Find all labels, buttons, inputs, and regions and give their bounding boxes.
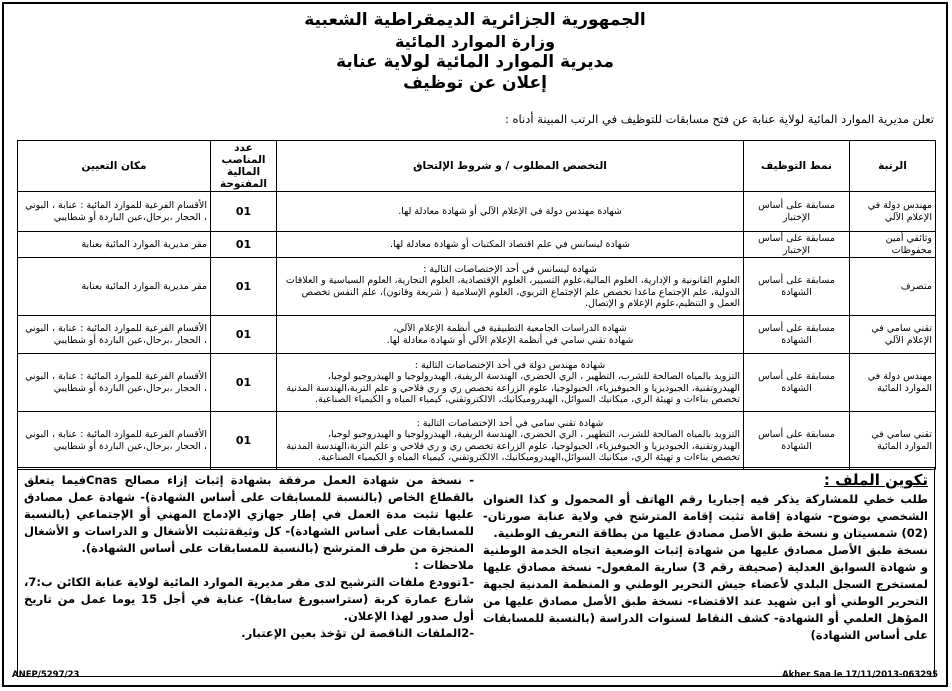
table-row xyxy=(18,192,936,232)
row-rank: مهندس دولة في الموارد المائية xyxy=(850,354,936,412)
header-place: مكان التعيين xyxy=(18,141,211,192)
spec-line: الجيوديزيا و الجيوفيزياء، الجيولوجيا، علوم الزراعة تخصص ري و ري فلاحي و علم التربة،الهندسة المدنية تخصص xyxy=(286,440,740,463)
row-spec xyxy=(277,232,744,258)
file-section xyxy=(17,467,935,677)
row-spec xyxy=(277,192,744,232)
row-rank: متصرف xyxy=(850,258,936,316)
spec-line: التزويد بالمياه الصالحة للشرب، التطهير ، الري الحضري، الهندسة الريفية، الهيدرولوجيا و الهيدروجيو لوجيا، الهيدروتقنية، xyxy=(327,371,740,394)
directorate-title: مديرية الموارد المائية لولاية عنابة xyxy=(336,52,614,72)
anep-reference: ANEP/5297/23 xyxy=(12,670,80,680)
header-spec: التخصص المطلوب / و شروط الإلتحاق xyxy=(277,141,744,192)
table-row xyxy=(18,316,936,354)
spec-line: شهادة ليسانس في علم اقتصاد المكتبات أو شهادة معادلة لها. xyxy=(390,238,630,250)
note-2: -2الملفات الناقصة لن تؤخذ بعين الإعتبار. xyxy=(241,626,474,640)
row-spec xyxy=(277,412,744,470)
row-spec xyxy=(277,316,744,354)
row-count: 01 xyxy=(211,412,277,470)
row-place: مقر مديرية الموارد المائية بعنابة xyxy=(18,232,211,258)
spec-line: الجيوديزيا و الجيوفيزياء، الجيولوجيا، علوم الزراعة تخصص ري و ري فلاحي و علم التربة،الهندسة المدنية تخصص xyxy=(286,382,740,405)
positions-table xyxy=(17,140,936,470)
spec-line: ( شريعة وقانون)، علم النفس تخصص العمل و التنظيم،علوم الإعلام و الإتصال. xyxy=(301,286,740,309)
row-place: الأقسام الفرعية للموارد المائية : عنابة ، البوني ، الحجار ،برحال،عين الباردة أو شطايبي xyxy=(18,316,211,354)
row-count: 01 xyxy=(211,354,277,412)
row-spec xyxy=(277,258,744,316)
file-paragraph-2: نسخة طبق الأصل مصادق عليها من شهادة إثبات الوضعية اتجاه الخدمة الوطنية و شهادة السوابق العدلية (صحيفة رقم 3) سارية المفعول- نسخة مصادق عليها لمستخرج السجل البلدي لأعضاء جيش التحرير الوطني و المنظمة المدنية لجبهة التحرير الوطني أو ابن شهيد عند الاقتضاء- نسخة طبق الأصل مصادق عليها من المؤهل العلمي أو الشهادة- كشف النقاط لسنوات الدراسة (بالنسبة للمسابقات على أساس الشهادة) xyxy=(483,543,928,642)
spec-line: بناءات و تهيئة الري، ميكانيك السوائل،الهيدروميكانيك، الالكتروتقني، كيمياء المياه و الكيمياء الصناعية. xyxy=(318,452,709,463)
spec-line: شهادة مهندس دولة في الإعلام الآلي أو شهادة معادلة لها. xyxy=(398,205,622,217)
row-count: 01 xyxy=(211,258,277,316)
row-mode: مسابقة على أساس الشهادة xyxy=(744,258,850,316)
spec-line: شهادة الدراسات الجامعية التطبيقية في أنظمة الإعلام الآلي، xyxy=(393,323,627,334)
announcement-title: إعلان عن توظيف xyxy=(403,73,547,93)
header xyxy=(4,10,946,94)
row-rank: وثائقي أمين محفوظات xyxy=(850,232,936,258)
row-place: الأقسام الفرعية للموارد المائية : عنابة ، البوني ، الحجار ،برحال،عين الباردة أو شطايبي xyxy=(18,412,211,470)
spec-line: بناءات و تهيئة الري، ميكانيك السوائل، الهيدروميكانيك، الالكتروتقني، كيمياء المياه و الكيمياء الصناعية. xyxy=(315,394,709,405)
header-mode: نمط التوظيف xyxy=(744,141,850,192)
row-count: 01 xyxy=(211,232,277,258)
table-header-row xyxy=(18,141,936,192)
spec-line: التزويد بالمياه الصالحة للشرب، التطهير ، الري الحضري، الهندسة الريفية، الهيدرولوجيا و الهيدروجيو لوجيا، الهيدروتقنية، xyxy=(327,429,740,452)
notes-title: ملاحظات : xyxy=(414,558,474,572)
row-count: 01 xyxy=(211,192,277,232)
row-mode: مسابقة على أساس الشهادة xyxy=(744,354,850,412)
file-requirements xyxy=(483,472,928,644)
row-place: الأقسام الفرعية للموارد المائية : عنابة ، البوني ، الحجار ،برحال،عين الباردة أو شطايبي xyxy=(18,354,211,412)
row-rank: تقني سامي في الموارد المائية xyxy=(850,412,936,470)
file-additional xyxy=(24,472,474,642)
spec-line: العلوم القانونية و الإدارية، العلوم المالية،علوم التسيير، العلوم الإقتصادية، العلوم التجارية، العلوم السياسية و العلاقات الدولية، علم الإجتماع ماعدا تخصص علم الإجتماع التربوي، العلوم الإسلامية xyxy=(285,275,740,298)
intro-text: تعلن مديرية الموارد المائية لولاية عنابة عن فتح مسابقات للتوظيف في الرتب المبينة أدناه : xyxy=(504,112,934,126)
header-rank: الرتبة xyxy=(850,141,936,192)
table-row xyxy=(18,412,936,470)
announcement-page xyxy=(2,2,948,687)
ministry-title: وزارة الموارد المائية xyxy=(394,32,556,51)
table-row xyxy=(18,258,936,316)
row-mode: مسابقة على أساس الإختبار xyxy=(744,232,850,258)
row-mode: مسابقة على أساس الإختبار xyxy=(744,192,850,232)
republic-title: الجمهورية الجزائرية الديمقراطية الشعبية xyxy=(304,10,646,30)
table-row xyxy=(18,354,936,412)
row-rank: مهندس دولة في الإعلام الآلي xyxy=(850,192,936,232)
file-paragraph-3: - نسخة من شهادة العمل مرفقة بشهادة إثبات إزاء مصالح Cnasفيما يتعلق بالقطاع الخاص (بالنسبة للمسابقات على أساس الشهادة)- شهادة عمل مصادق عليها تثبت مدة العمل في إطار جهازي الإدماج المهني أو الإجتماعي (بالنسبة للمسابقات على أساس الشهادة)- كل وثيقةتثبت الأشغال و الدراسات و الأشغال المنجزة من طرف المترشح (بالنسبة للمسابقات على أساس الشهادة). xyxy=(24,473,474,555)
file-paragraph-1: طلب خطي للمشاركة يذكر فيه إجباريا رقم الهاتف أو المحمول و كذا العنوان الشخصي بوضوح- شهادة إقامة تثبت إقامة المترشح في ولاية عنابة صورتان-(02) شمسيتان و نسخة طبق الأصل مصادق عليها من بطاقة التعريف الوطنية. xyxy=(483,492,928,540)
row-mode: مسابقة على أساس الشهادة xyxy=(744,316,850,354)
row-spec xyxy=(277,354,744,412)
spec-line: شهادة تقني سامي في أحد الإختصاصات التالية : xyxy=(416,417,604,429)
spec-line: شهادة ليسانس في أحد الإختصاصات التالية : xyxy=(423,263,597,275)
row-rank: تقني سامي في الإعلام الآلي xyxy=(850,316,936,354)
header-count: عدد المناصب المالية المفتوحة xyxy=(211,141,277,192)
row-place: الأقسام الفرعية للموارد المائية : عنابة ، البوني ، الحجار ،برحال،عين الباردة أو شطايبي xyxy=(18,192,211,232)
file-title: تكوين الملف : xyxy=(823,471,928,489)
note-1: -1توودع ملفات الترشيح لدى مقر مديرية الموارد المائية لولاية عنابة الكائن ب:7، شارع عمارة كربة (ستراسبورغ سابقا)- عنابة في أجل 15 يوما عمل من تاريخ أول صدور لهذا الإعلان. xyxy=(24,575,474,623)
table-row xyxy=(18,232,936,258)
spec-line: شهادة تقني سامي في أنظمة الإعلام الآلي أو شهادة معادلة لها. xyxy=(386,334,634,346)
publication-reference: Akher Saa le 17/11/2013-063295 xyxy=(782,670,938,680)
row-place: مقر مديرية الموارد المائية بعنابة xyxy=(18,258,211,316)
spec-line: شهادة مهندس دولة في أحد الإختصاصات التالية : xyxy=(414,359,606,371)
row-count: 01 xyxy=(211,316,277,354)
row-mode: مسابقة على أساس الشهادة xyxy=(744,412,850,470)
